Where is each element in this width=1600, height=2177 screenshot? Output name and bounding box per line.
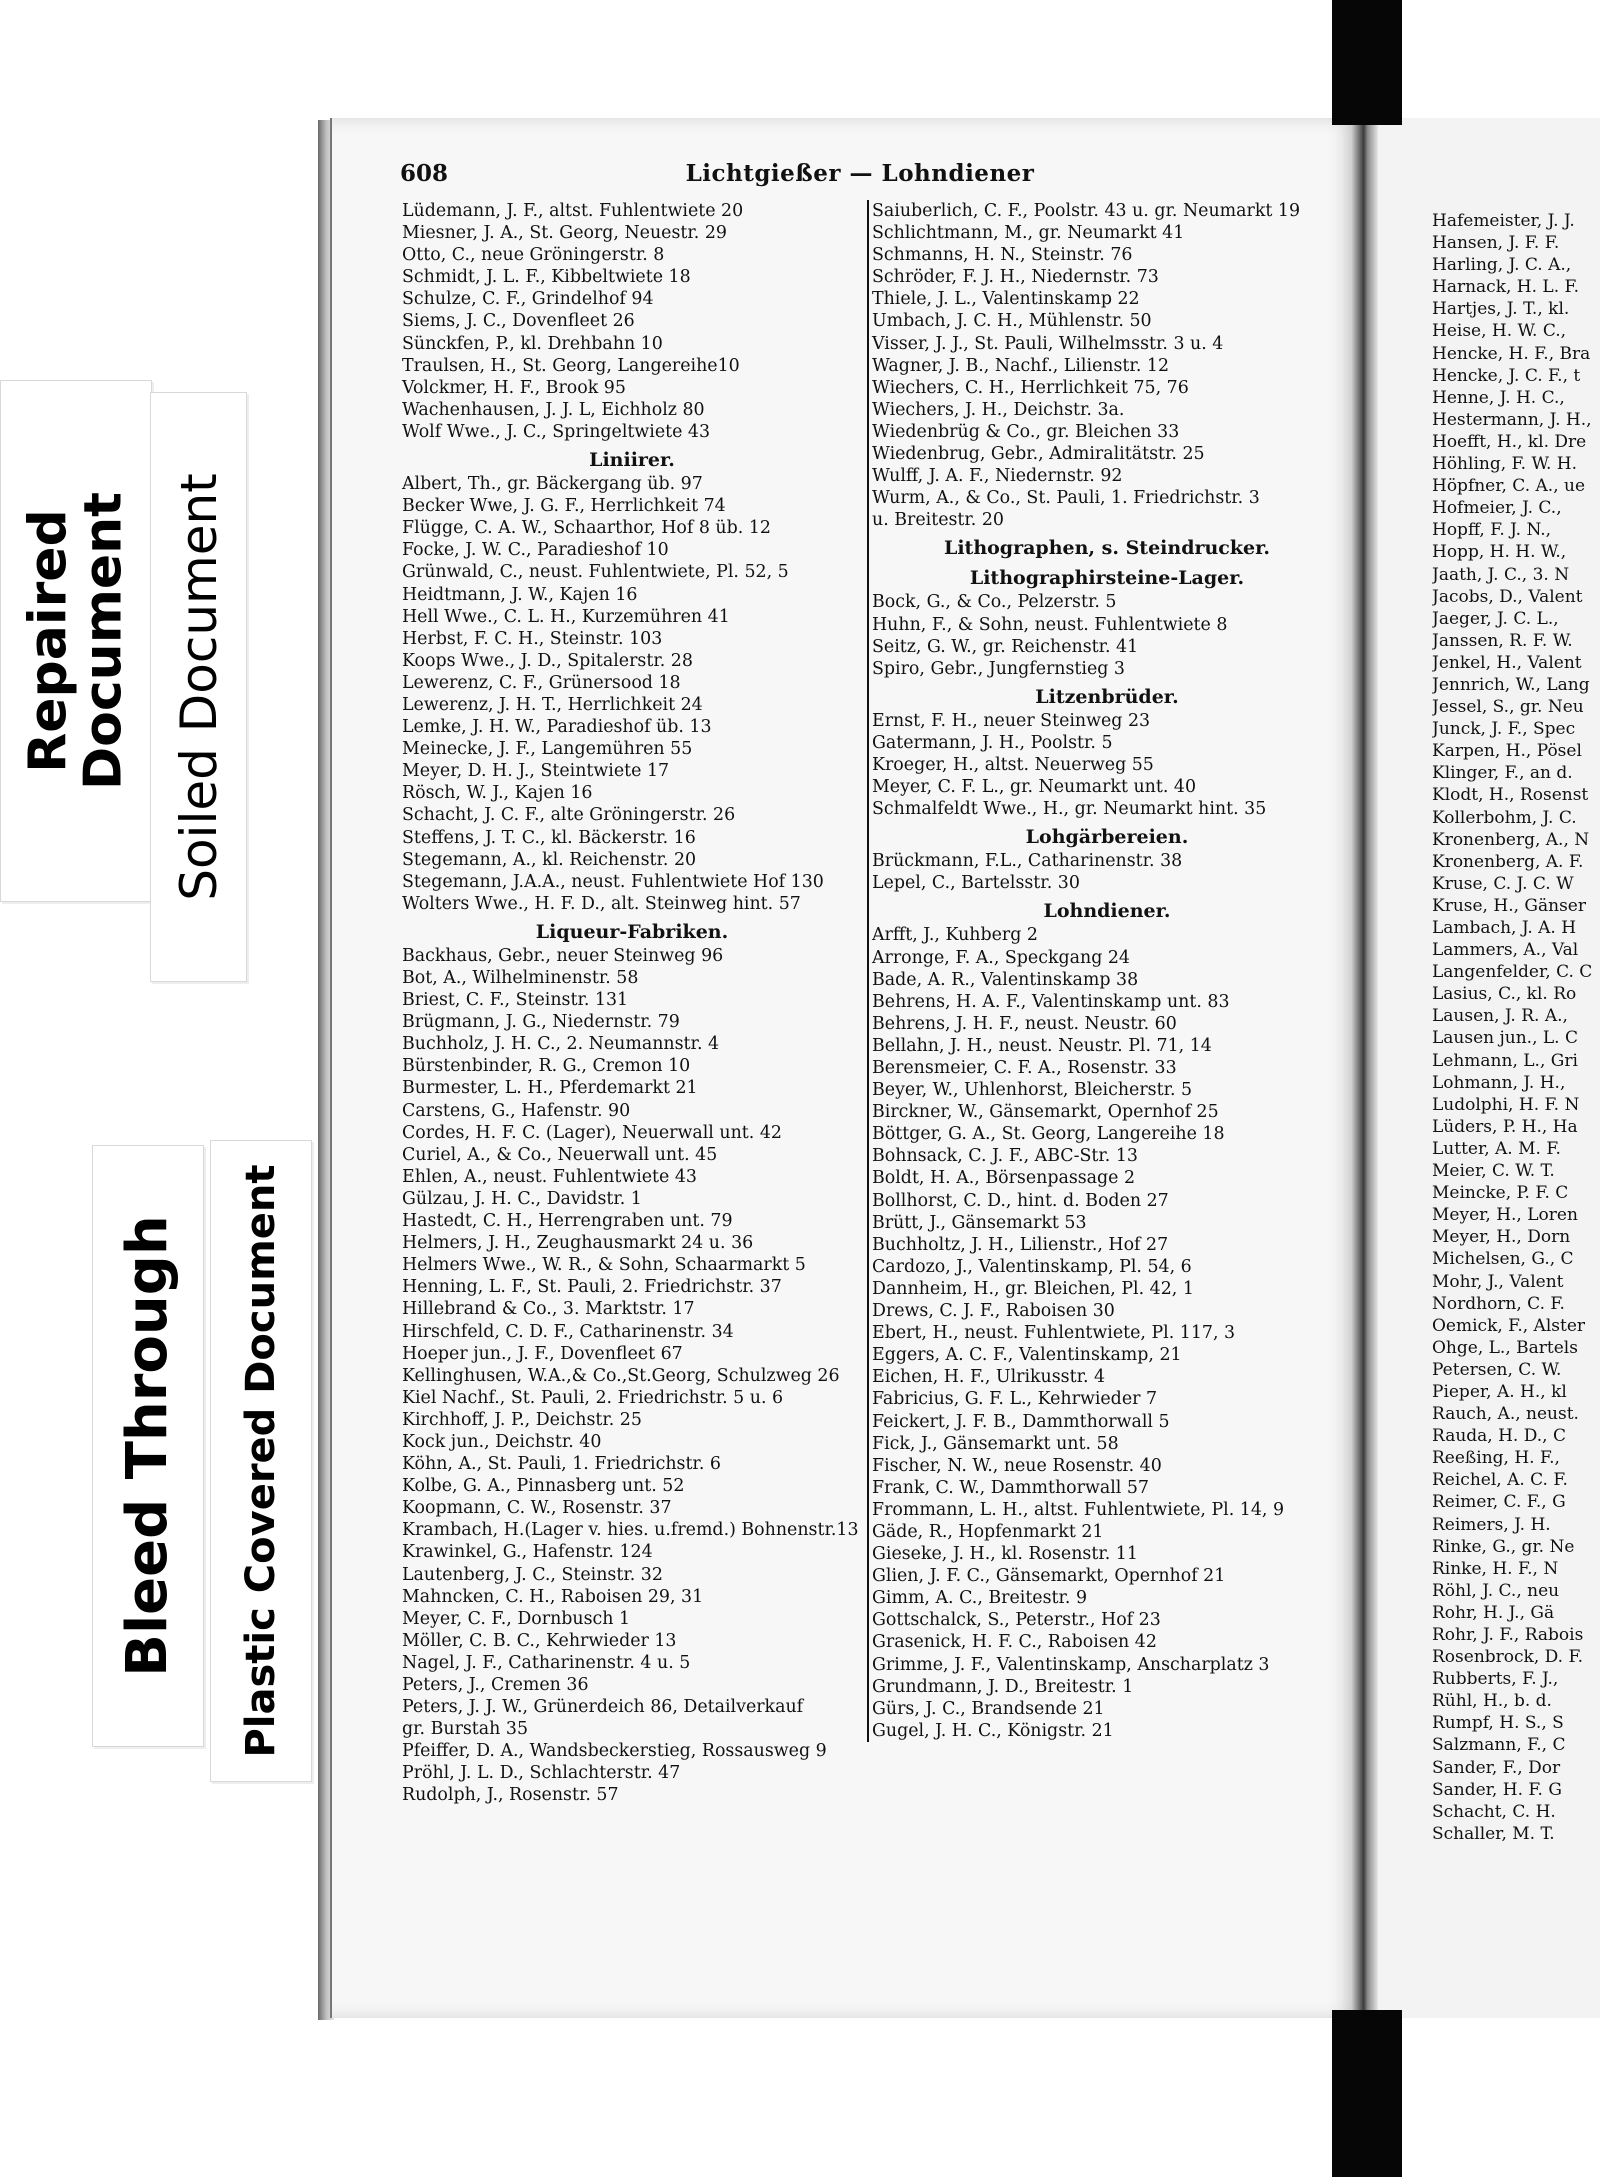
- directory-entry: Rohr, H. J., Gä: [1432, 1602, 1555, 1623]
- directory-entry: Kolbe, G. A., Pinnasberg unt. 52: [402, 1476, 685, 1497]
- directory-entry: Reimer, C. F., G: [1432, 1492, 1566, 1513]
- directory-entry: Sander, F., Dor: [1432, 1757, 1561, 1778]
- directory-entry: Stegemann, J.A.A., neust. Fuhlentwiete Hof 130: [402, 871, 824, 892]
- running-head: Lichtgießer — Lohndiener: [685, 160, 1035, 187]
- directory-entry: Bot, A., Wilhelminenstr. 58: [402, 968, 639, 988]
- directory-entry: Rauch, A., neust.: [1432, 1404, 1579, 1425]
- directory-entry: Hoefft, H., kl. Dre: [1432, 431, 1587, 452]
- directory-entry: Jenkel, H., Valent: [1432, 652, 1582, 673]
- directory-entry: Rubberts, F. J.,: [1432, 1669, 1559, 1690]
- directory-entry: Höhling, F. W. H.: [1432, 454, 1578, 475]
- section-heading-lithographen: Lithographen, s. Steindrucker.: [943, 537, 1271, 560]
- directory-entry: Heidtmann, J. W., Kajen 16: [402, 584, 638, 605]
- directory-entry: Henne, J. H. C.,: [1432, 387, 1565, 408]
- directory-entry: Briest, C. F., Steinstr. 131: [402, 990, 629, 1011]
- directory-entry: Lohmann, J. H.,: [1432, 1072, 1566, 1093]
- directory-entry: Bürstenbinder, R. G., Cremon 10: [402, 1056, 691, 1077]
- directory-entry: Dannheim, H., gr. Bleichen, Pl. 42, 1: [872, 1278, 1194, 1299]
- directory-entry: Lewerenz, C. F., Grünersood 18: [402, 672, 681, 693]
- directory-entry: Umbach, J. C. H., Mühlenstr. 50: [872, 311, 1152, 332]
- directory-entry: Böttger, G. A., St. Georg, Langereihe 18: [872, 1124, 1225, 1145]
- directory-entry: Koopmann, C. W., Rosenstr. 37: [402, 1498, 672, 1519]
- directory-entry: Hell Wwe., C. L. H., Kurzemühren 41: [402, 606, 730, 627]
- page-header: [400, 160, 1320, 194]
- directory-entry: Arfft, J., Kuhberg 2: [872, 925, 1038, 946]
- directory-entry: Schulze, C. F., Grindelhof 94: [402, 289, 654, 310]
- directory-entry: Rohr, J. F., Rabois: [1432, 1625, 1584, 1645]
- directory-entry: Fischer, N. W., neue Rosenstr. 40: [872, 1455, 1162, 1476]
- right-page-list: [1432, 210, 1600, 1845]
- directory-entry: Ehlen, A., neust. Fuhlentwiete 43: [402, 1166, 697, 1187]
- directory-entry: Jaeger, J. C. L.,: [1432, 608, 1559, 629]
- directory-entry: Krawinkel, G., Hafenstr. 124: [402, 1542, 653, 1563]
- directory-entry: Jennrich, W., Lang: [1432, 674, 1590, 695]
- section-heading-lohndiener: Lohndiener.: [1043, 900, 1171, 923]
- directory-entry: Huhn, F., & Sohn, neust. Fuhlentwiete 8: [872, 614, 1228, 635]
- book-gutter: [1352, 118, 1378, 2018]
- plastic-covered-label: [210, 1140, 312, 1782]
- repaired-document-label: [0, 380, 152, 902]
- directory-entry: Gottschalck, S., Peterstr., Hof 23: [872, 1610, 1161, 1631]
- directory-entry: Hencke, H. F., Bra: [1432, 343, 1591, 364]
- directory-entry: Wachenhausen, J. J. L, Eichholz 80: [402, 399, 705, 420]
- directory-entry: Hencke, J. C. F., t: [1432, 365, 1581, 386]
- directory-entry: Becker Wwe, J. G. F., Herrlichkeit 74: [402, 496, 726, 517]
- directory-entry: Schlichtmann, M., gr. Neumarkt 41: [872, 223, 1185, 244]
- soiled-document-text: Soiled Document: [169, 473, 228, 901]
- directory-entry: Frommann, L. H., altst. Fuhlentwiete, Pl. 14, 9: [872, 1499, 1285, 1520]
- directory-entry: Karpen, H., Pösel: [1432, 741, 1582, 762]
- directory-entry: Kiel Nachf., St. Pauli, 2. Friedrichstr. 5 u. 6: [402, 1387, 784, 1408]
- directory-entry: Hoeper jun., J. F., Dovenfleet 67: [402, 1343, 683, 1364]
- section-heading-liniirer: Liniirer.: [589, 449, 675, 472]
- directory-entry: Krambach, H.(Lager v. hies. u.fremd.) Bohnenstr.13: [402, 1520, 859, 1541]
- directory-entry: Brückmann, F.L., Catharinenstr. 38: [872, 851, 1183, 872]
- directory-entry: Gimm, A. C., Breitestr. 9: [872, 1588, 1088, 1609]
- directory-entry: Grünwald, C., neust. Fuhlentwiete, Pl. 52, 5: [402, 562, 789, 583]
- directory-entry: Lammers, A., Val: [1432, 940, 1579, 961]
- directory-entry: Hirschfeld, C. D. F., Catharinenstr. 34: [402, 1321, 734, 1342]
- directory-entry: Gäde, R., Hopfenmarkt 21: [872, 1521, 1104, 1542]
- lohgaerbereien-list: [872, 850, 1342, 894]
- directory-entry: Arronge, F. A., Speckgang 24: [872, 947, 1130, 968]
- directory-entry: Meyer, H., Loren: [1432, 1205, 1578, 1226]
- top-black-strip: [1332, 0, 1402, 125]
- directory-entry: Backhaus, Gebr., neuer Steinweg 96: [402, 945, 724, 966]
- directory-entry: Kirchhoff, J. P., Deichstr. 25: [402, 1409, 642, 1430]
- directory-entry: Brügmann, J. G., Niedernstr. 79: [402, 1012, 680, 1033]
- directory-entry: Albert, Th., gr. Bäckergang üb. 97: [402, 474, 703, 495]
- left-top-list: [402, 200, 862, 443]
- directory-entry: Kollerbohm, J. C.: [1432, 807, 1577, 828]
- left-column: [402, 200, 862, 1807]
- directory-entry: Gatermann, J. H., Poolstr. 5: [872, 732, 1113, 753]
- directory-entry: Klinger, F., an d.: [1432, 763, 1573, 784]
- bleed-through-label: [92, 1145, 204, 1747]
- directory-entry: Ohge, L., Bartels: [1432, 1337, 1578, 1358]
- directory-entry: Lüdemann, J. F., altst. Fuhlentwiete 20: [402, 201, 744, 221]
- plastic-covered-text: Plastic Covered Document: [238, 1164, 284, 1758]
- directory-entry: Hansen, J. F. F.: [1432, 233, 1560, 254]
- directory-entry: Meinecke, J. F., Langemühren 55: [402, 739, 693, 760]
- directory-entry: Hastedt, C. H., Herrengraben unt. 79: [402, 1211, 733, 1232]
- directory-entry: Rühl, H., b. d.: [1432, 1691, 1552, 1712]
- directory-entry: Röhl, J. C., neu: [1432, 1580, 1560, 1601]
- directory-entry: Höpfner, C. A., ue: [1432, 476, 1586, 497]
- directory-entry: Grasenick, H. F. C., Raboisen 42: [872, 1632, 1157, 1653]
- directory-entry: Schmalfeldt Wwe., H., gr. Neumarkt hint. 35: [872, 799, 1267, 820]
- directory-entry: Lehmann, L., Gri: [1432, 1050, 1578, 1071]
- directory-entry: Steffens, J. T. C., kl. Bäckerstr. 16: [402, 827, 696, 848]
- directory-entry: Harnack, H. L. F.: [1432, 277, 1580, 298]
- directory-entry: Buchholtz, J. H., Lilienstr., Hof 27: [872, 1234, 1169, 1255]
- directory-entry: Lausen, J. R. A.,: [1432, 1006, 1568, 1027]
- directory-entry: Rinke, H. F., N: [1432, 1558, 1559, 1579]
- directory-entry: Berensmeier, C. F. A., Rosenstr. 33: [872, 1058, 1177, 1078]
- directory-entry: Brütt, J., Gänsemarkt 53: [872, 1212, 1087, 1233]
- directory-entry: Otto, C., neue Gröningerstr. 8: [402, 245, 665, 266]
- directory-entry: Boldt, H. A., Börsenpassage 2: [872, 1168, 1136, 1189]
- directory-entry: Michelsen, G., C: [1432, 1249, 1574, 1270]
- middle-top-list: [872, 200, 1342, 531]
- directory-entry: Hafemeister, J. J.: [1432, 211, 1575, 231]
- directory-entry: Curiel, A., & Co., Neuerwall unt. 45: [402, 1144, 718, 1165]
- directory-entry: u. Breitestr. 20: [872, 510, 1004, 531]
- directory-entry: Hartjes, J. T., kl.: [1432, 299, 1570, 320]
- directory-entry: Seitz, G. W., gr. Reichenstr. 41: [872, 636, 1139, 657]
- page-number: 608: [400, 160, 449, 187]
- litzenbrueder-list: [872, 710, 1342, 820]
- directory-entry: Frank, C. W., Dammthorwall 57: [872, 1477, 1149, 1498]
- directory-entry: Schröder, F. J. H., Niedernstr. 73: [872, 267, 1159, 288]
- directory-entry: Lasius, C., kl. Ro: [1432, 984, 1577, 1005]
- directory-entry: Jacobs, D., Valent: [1432, 586, 1583, 607]
- directory-entry: Grimme, J. F., Valentinskamp, Anscharplatz 3: [872, 1654, 1270, 1675]
- section-heading-lohgaerbereien: Lohgärbereien.: [1025, 826, 1189, 849]
- directory-entry: Meier, C. W. T.: [1432, 1161, 1555, 1182]
- directory-entry: Pieper, A. H., kl: [1432, 1381, 1567, 1402]
- directory-entry: Gülzau, J. H. C., Davidstr. 1: [402, 1188, 642, 1209]
- directory-entry: Schmidt, J. L. F., Kibbeltwiete 18: [402, 267, 691, 288]
- directory-entry: Eggers, A. C. F., Valentinskamp, 21: [872, 1345, 1182, 1366]
- directory-entry: Behrens, H. A. F., Valentinskamp unt. 83: [872, 991, 1230, 1012]
- directory-entry: Gürs, J. C., Brandsende 21: [872, 1698, 1105, 1719]
- directory-entry: Lausen jun., L. C: [1432, 1028, 1578, 1049]
- directory-entry: Kronenberg, A. F.: [1432, 851, 1584, 872]
- directory-entry: Meyer, D. H. J., Steintwiete 17: [402, 761, 670, 782]
- directory-entry: Möller, C. B. C., Kehrwieder 13: [402, 1630, 677, 1651]
- directory-entry: Hillebrand & Co., 3. Marktstr. 17: [402, 1299, 695, 1320]
- directory-entry: Hofmeier, J. C.,: [1432, 498, 1562, 519]
- directory-entry: Mahncken, C. H., Raboisen 29, 31: [402, 1586, 704, 1607]
- directory-entry: Meyer, H., Dorn: [1432, 1227, 1571, 1248]
- directory-entry: Cardozo, J., Valentinskamp, Pl. 54, 6: [872, 1256, 1192, 1277]
- directory-entry: Kronenberg, A., N: [1432, 829, 1590, 850]
- directory-entry: Pfeiffer, D. A., Wandsbeckerstieg, Rossausweg 9: [402, 1741, 827, 1762]
- directory-entry: Pröhl, J. L. D., Schlachterstr. 47: [402, 1763, 681, 1784]
- directory-entry: Rumpf, H. S., S: [1432, 1713, 1564, 1734]
- directory-entry: Stegemann, A., kl. Reichenstr. 20: [402, 849, 697, 870]
- directory-entry: Reimers, J. H.: [1432, 1514, 1551, 1535]
- directory-entry: Kruse, C. J. C. W: [1432, 873, 1574, 894]
- directory-entry: Burmester, L. H., Pferdemarkt 21: [402, 1078, 698, 1099]
- directory-entry: Flügge, C. A. W., Schaarthor, Hof 8 üb. 12: [402, 518, 771, 539]
- repaired-document-text: Repaired Document: [18, 491, 133, 791]
- directory-entry: Schmanns, H. N., Steinstr. 76: [872, 245, 1133, 266]
- directory-entry: Grundmann, J. D., Breitestr. 1: [872, 1676, 1134, 1697]
- directory-entry: Wiedenbrüg & Co., gr. Bleichen 33: [872, 421, 1180, 442]
- directory-entry: Focke, J. W. C., Paradieshof 10: [402, 540, 669, 561]
- directory-entry: Meyer, C. F., Dornbusch 1: [402, 1608, 631, 1629]
- directory-entry: Gieseke, J. H., kl. Rosenstr. 11: [872, 1544, 1138, 1565]
- directory-entry: Hopff, F. J. N.,: [1432, 520, 1552, 541]
- directory-entry: Bellahn, J. H., neust. Neustr. Pl. 71, 14: [872, 1035, 1212, 1056]
- directory-entry: Wiechers, J. H., Deichstr. 3a.: [872, 399, 1125, 420]
- directory-entry: Janssen, R. F. W.: [1432, 630, 1573, 651]
- directory-entry: Feickert, J. F. B., Dammthorwall 5: [872, 1411, 1170, 1432]
- directory-entry: Wiechers, C. H., Herrlichkeit 75, 76: [872, 377, 1189, 398]
- directory-entry: Bade, A. R., Valentinskamp 38: [872, 969, 1139, 990]
- directory-entry: Hopp, H. H. W.,: [1432, 542, 1567, 563]
- directory-entry: Kock jun., Deichstr. 40: [402, 1431, 602, 1452]
- directory-entry: Wagner, J. B., Nachf., Lilienstr. 12: [872, 355, 1170, 376]
- directory-entry: Reichel, A. C. F.: [1432, 1470, 1568, 1491]
- directory-entry: Peters, J., Cremen 36: [402, 1675, 589, 1695]
- section-heading-litzenbrueder: Litzenbrüder.: [1035, 685, 1179, 708]
- directory-entry: gr. Burstah 35: [402, 1719, 529, 1740]
- directory-entry: Schacht, C. H.: [1432, 1801, 1556, 1822]
- directory-entry: Fabricius, G. F. L., Kehrwieder 7: [872, 1389, 1158, 1410]
- directory-entry: Bollhorst, C. D., hint. d. Boden 27: [872, 1190, 1169, 1211]
- directory-entry: Wurm, A., & Co., St. Pauli, 1. Friedrichstr. 3: [872, 488, 1260, 509]
- section-heading-liqueur: Liqueur-Fabriken.: [535, 920, 729, 943]
- directory-entry: Rauda, H. D., C: [1432, 1426, 1566, 1447]
- directory-entry: Volckmer, H. F., Brook 95: [402, 377, 626, 398]
- liniirer-list: [402, 473, 862, 915]
- directory-entry: Wolters Wwe., H. F. D., alt. Steinweg hint. 57: [402, 893, 801, 914]
- directory-entry: Peters, J. J. W., Grünerdeich 86, Detailverkauf: [402, 1697, 804, 1718]
- directory-entry: Ebert, H., neust. Fuhlentwiete, Pl. 117, 3: [872, 1323, 1236, 1344]
- lohndiener-list: [872, 924, 1342, 1741]
- directory-entry: Herbst, F. C. H., Steinstr. 103: [402, 628, 663, 649]
- directory-entry: Siems, J. C., Dovenfleet 26: [402, 311, 635, 332]
- directory-entry: Oemick, F., Alster: [1432, 1315, 1585, 1336]
- directory-entry: Miesner, J. A., St. Georg, Neuestr. 29: [402, 223, 727, 244]
- directory-entry: Klodt, H., Rosenst: [1432, 785, 1589, 806]
- directory-entry: Thiele, J. L., Valentinskamp 22: [872, 289, 1140, 310]
- directory-entry: Petersen, C. W.: [1432, 1359, 1562, 1380]
- directory-entry: Traulsen, H., St. Georg, Langereihe10: [402, 355, 740, 376]
- directory-entry: Helmers Wwe., W. R., & Sohn, Schaarmarkt 5: [402, 1255, 806, 1276]
- directory-entry: Nordhorn, C. F.: [1432, 1293, 1565, 1314]
- directory-entry: Drews, C. J. F., Raboisen 30: [872, 1301, 1115, 1322]
- directory-entry: Salzmann, F., C: [1432, 1735, 1566, 1756]
- directory-entry: Reeßing, H. F.,: [1432, 1448, 1560, 1469]
- directory-entry: Lautenberg, J. C., Steinstr. 32: [402, 1564, 663, 1585]
- liqueur-list: [402, 945, 862, 1807]
- directory-entry: Henning, L. F., St. Pauli, 2. Friedrichstr. 37: [402, 1277, 782, 1298]
- directory-entry: Sander, H. F. G: [1432, 1779, 1562, 1800]
- directory-entry: Kellinghusen, W.A.,& Co.,St.Georg, Schulzweg 26: [402, 1365, 840, 1386]
- directory-entry: Gugel, J. H. C., Königstr. 21: [872, 1720, 1114, 1741]
- directory-entry: Rinke, G., gr. Ne: [1432, 1536, 1575, 1557]
- directory-entry: Wolf Wwe., J. C., Springeltwiete 43: [402, 421, 711, 442]
- directory-entry: Lepel, C., Bartelsstr. 30: [872, 873, 1080, 894]
- directory-entry: Harling, J. C. A.,: [1432, 255, 1572, 276]
- directory-entry: Glien, J. F. C., Gänsemarkt, Opernhof 21: [872, 1566, 1226, 1587]
- directory-entry: Kroeger, H., altst. Neuerweg 55: [872, 754, 1154, 775]
- directory-entry: Lewerenz, J. H. T., Herrlichkeit 24: [402, 694, 703, 715]
- directory-entry: Sünckfen, P., kl. Drehbahn 10: [402, 333, 663, 354]
- directory-entry: Lambach, J. A. H: [1432, 918, 1577, 938]
- directory-entry: Köhn, A., St. Pauli, 1. Friedrichstr. 6: [402, 1454, 721, 1475]
- directory-entry: Heise, H. W. C.,: [1432, 321, 1567, 342]
- directory-entry: Spiro, Gebr., Jungfernstieg 3: [872, 658, 1125, 679]
- directory-entry: Mohr, J., Valent: [1432, 1271, 1564, 1292]
- directory-entry: Schacht, J. C. F., alte Gröningerstr. 26: [402, 805, 736, 826]
- section-heading-lithographirsteine: Lithographirsteine-Lager.: [969, 567, 1245, 590]
- directory-entry: Birckner, W., Gänsemarkt, Opernhof 25: [872, 1102, 1219, 1123]
- soiled-document-label: [150, 392, 247, 982]
- directory-entry: Lutter, A. M. F.: [1432, 1138, 1561, 1159]
- lithographirsteine-list: [872, 591, 1342, 679]
- directory-entry: Eichen, H. F., Ulrikusstr. 4: [872, 1367, 1106, 1388]
- directory-entry: Ludolphi, H. F. N: [1432, 1094, 1580, 1115]
- directory-entry: Hestermann, J. H.,: [1432, 409, 1592, 430]
- directory-entry: Behrens, J. H. F., neust. Neustr. 60: [872, 1013, 1177, 1034]
- directory-entry: Lüders, P. H., Ha: [1432, 1116, 1578, 1137]
- directory-entry: Junck, J. F., Spec: [1432, 719, 1576, 740]
- directory-entry: Bock, G., & Co., Pelzerstr. 5: [872, 592, 1117, 613]
- directory-entry: Rosenbrock, D. F.: [1432, 1647, 1584, 1668]
- middle-column: [867, 200, 1342, 1742]
- directory-entry: Helmers, J. H., Zeughausmarkt 24 u. 36: [402, 1233, 754, 1254]
- directory-entry: Koops Wwe., J. D., Spitalerstr. 28: [402, 650, 693, 671]
- bleed-through-text: Bleed Through: [115, 1215, 180, 1677]
- directory-entry: Beyer, W., Uhlenhorst, Bleicherstr. 5: [872, 1080, 1193, 1101]
- directory-entry: Fick, J., Gänsemarkt unt. 58: [872, 1433, 1119, 1454]
- directory-entry: Buchholz, J. H. C., 2. Neumannstr. 4: [402, 1034, 720, 1055]
- directory-entry: Ernst, F. H., neuer Steinweg 23: [872, 710, 1151, 731]
- directory-entry: Meincke, P. F. C: [1432, 1183, 1569, 1204]
- directory-entry: Visser, J. J., St. Pauli, Wilhelmsstr. 3 u. 4: [872, 333, 1224, 354]
- directory-entry: Schaller, M. T.: [1432, 1823, 1555, 1844]
- directory-entry: Rudolph, J., Rosenstr. 57: [402, 1785, 619, 1806]
- right-page-column: [1432, 210, 1600, 1845]
- directory-entry: Wiedenbrug, Gebr., Admiralitätstr. 25: [872, 444, 1205, 465]
- directory-entry: Carstens, G., Hafenstr. 90: [402, 1100, 631, 1121]
- directory-entry: Cordes, H. F. C. (Lager), Neuerwall unt. 42: [402, 1122, 782, 1143]
- directory-entry: Jessel, S., gr. Neu: [1432, 697, 1584, 718]
- directory-entry: Meyer, C. F. L., gr. Neumarkt unt. 40: [872, 777, 1197, 798]
- directory-entry: Saiuberlich, C. F., Poolstr. 43 u. gr. Neumarkt 19: [872, 201, 1301, 221]
- directory-entry: Wulff, J. A. F., Niedernstr. 92: [872, 466, 1123, 487]
- directory-entry: Nagel, J. F., Catharinenstr. 4 u. 5: [402, 1652, 691, 1673]
- directory-entry: Rösch, W. J., Kajen 16: [402, 783, 593, 804]
- directory-entry: Lemke, J. H. W., Paradieshof üb. 13: [402, 717, 712, 738]
- directory-entry: Kruse, H., Gänser: [1432, 895, 1586, 916]
- directory-entry: Langenfelder, C. C: [1432, 962, 1593, 983]
- directory-entry: Bohnsack, C. J. F., ABC-Str. 13: [872, 1146, 1138, 1167]
- directory-entry: Jaath, J. C., 3. N: [1432, 564, 1570, 585]
- bottom-black-strip: [1332, 2010, 1402, 2177]
